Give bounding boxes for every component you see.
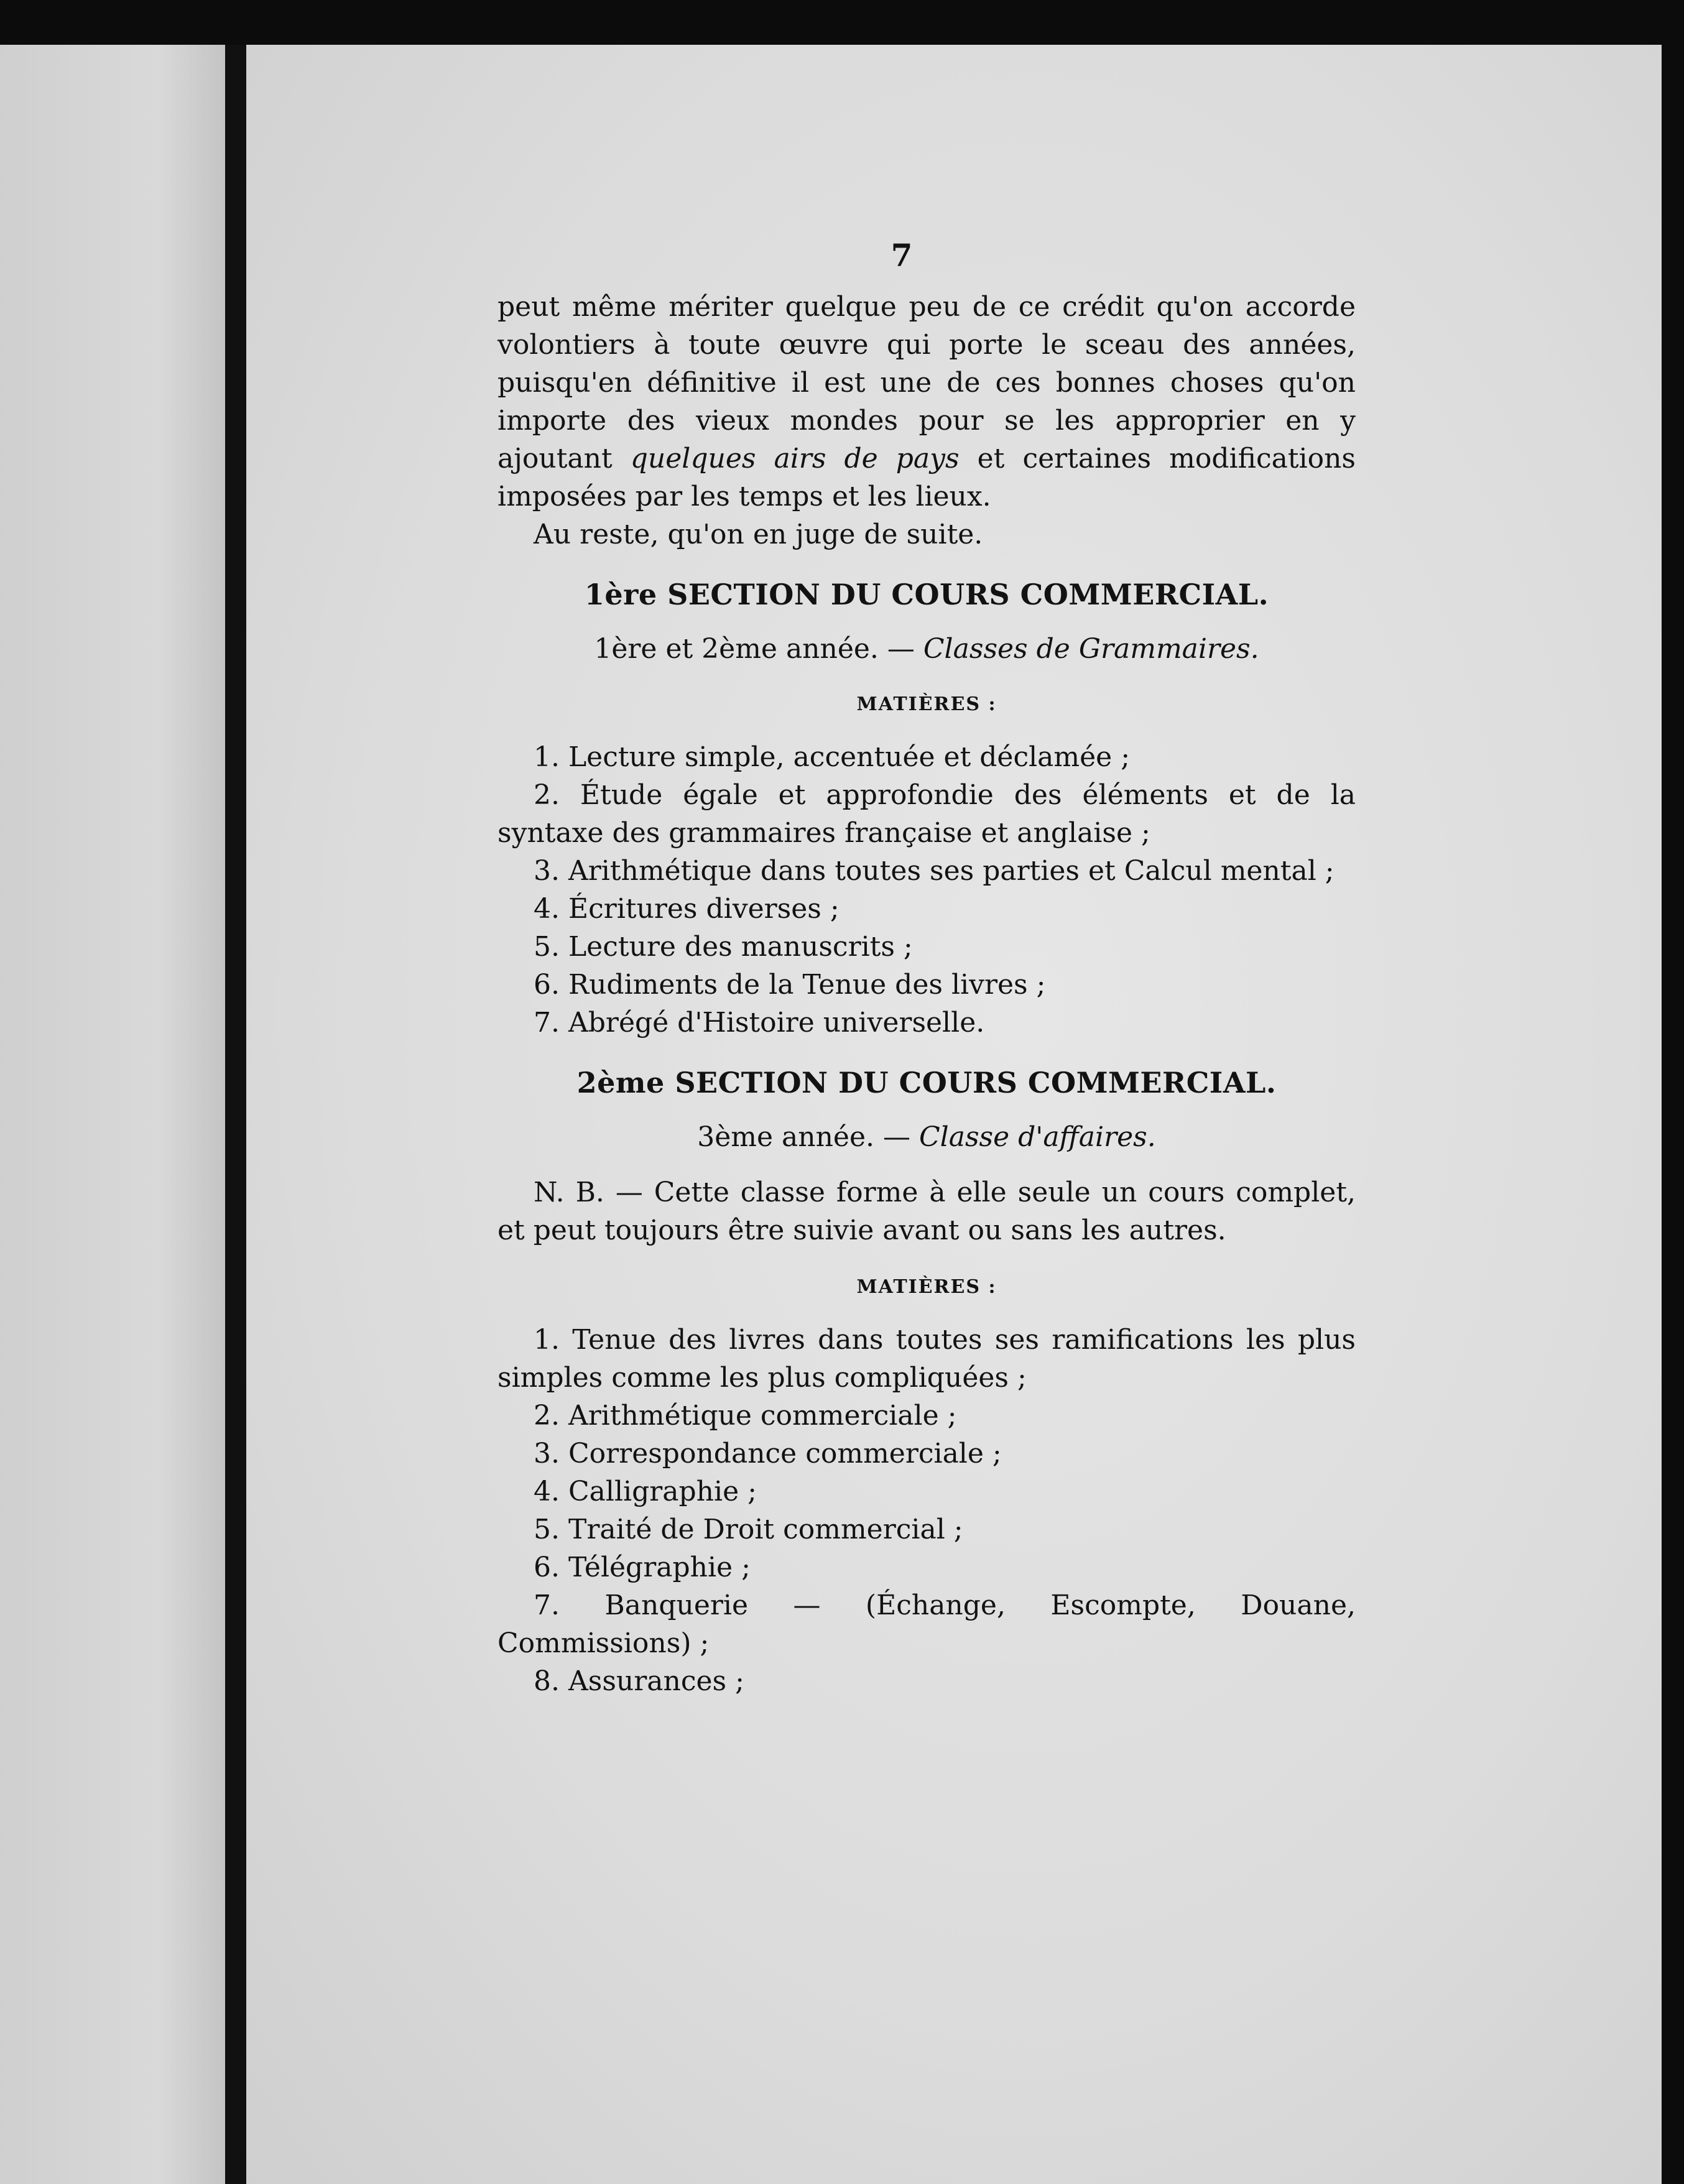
- section-2-class: Classe d'affaires.: [918, 1121, 1156, 1153]
- list-item: 5. Lecture des manuscrits ;: [534, 931, 913, 963]
- list-item: 5. Traité de Droit commercial ;: [534, 1514, 963, 1545]
- intro-italic: quelques airs de pays: [630, 443, 960, 474]
- section-1-matieres-heading: MATIÈRES :: [856, 693, 997, 715]
- section-1-year-label: 1ère et 2ème année. —: [594, 633, 923, 665]
- section-2-year-label: 3ème année. —: [697, 1121, 919, 1153]
- list-item: 4. Calligraphie ;: [534, 1476, 757, 1507]
- list-item: 7. Banquerie — (Échange, Escompte, Douane, Commissions) ;: [497, 1589, 1356, 1659]
- list-item: 1. Lecture simple, accentuée et déclamée ;: [534, 741, 1131, 773]
- page-number: 7: [891, 237, 913, 274]
- binding-gutter: [225, 45, 246, 2184]
- list-item: 6. Rudiments de la Tenue des livres ;: [534, 969, 1046, 1001]
- intro-text-2: et certaines modifications imposées par les temps et les lieux.: [497, 443, 1356, 512]
- left-facing-page: [0, 45, 225, 2184]
- intro-paragraph: [497, 288, 1356, 516]
- list-item: 2. Étude égale et approfondie des éléments et de la syntaxe des grammaires française et anglaise ;: [497, 779, 1356, 849]
- list-item: 6. Télégraphie ;: [534, 1552, 751, 1583]
- section-2-title: 2ème SECTION DU COURS COMMERCIAL.: [576, 1066, 1277, 1099]
- scan-border: [1662, 45, 1684, 2184]
- list-item: 3. Correspondance commerciale ;: [534, 1438, 1002, 1469]
- intro-closing: Au reste, qu'on en juge de suite.: [534, 519, 983, 550]
- list-item: 1. Tenue des livres dans toutes ses ramifications les plus simples comme les plus compliquées ;: [497, 1324, 1356, 1394]
- section-1-list: [497, 738, 1356, 1042]
- list-item: 2. Arithmétique commerciale ;: [534, 1400, 957, 1432]
- list-item: 7. Abrégé d'Histoire universelle.: [534, 1007, 985, 1039]
- page-content: [497, 236, 1356, 1700]
- section-2-year: [497, 1118, 1356, 1156]
- list-item: 3. Arithmétique dans toutes ses parties et Calcul mental ;: [534, 855, 1335, 887]
- section-1-class: Classes de Grammaires.: [923, 633, 1259, 665]
- nota-bene: N. B. — Cette classe forme à elle seule un cours complet, et peut toujours être suivie avant ou sans les autres.: [497, 1177, 1356, 1246]
- list-item: 4. Écritures diverses ;: [534, 893, 840, 925]
- section-2-list: [497, 1321, 1356, 1700]
- intro-text-1: peut même mériter quelque peu de ce crédit qu'on accorde volontiers à toute œuvre qui porte le sceau des années, puisqu'en définitive il est une de ces bonnes choses qu'on importe des vieux mondes pour se les approprier en y ajoutant: [497, 291, 1356, 474]
- list-item: 8. Assurances ;: [534, 1665, 744, 1697]
- section-2-matieres-heading: MATIÈRES :: [856, 1276, 997, 1298]
- section-1-title: 1ère SECTION DU COURS COMMERCIAL.: [584, 578, 1269, 611]
- section-1-year: [497, 630, 1356, 668]
